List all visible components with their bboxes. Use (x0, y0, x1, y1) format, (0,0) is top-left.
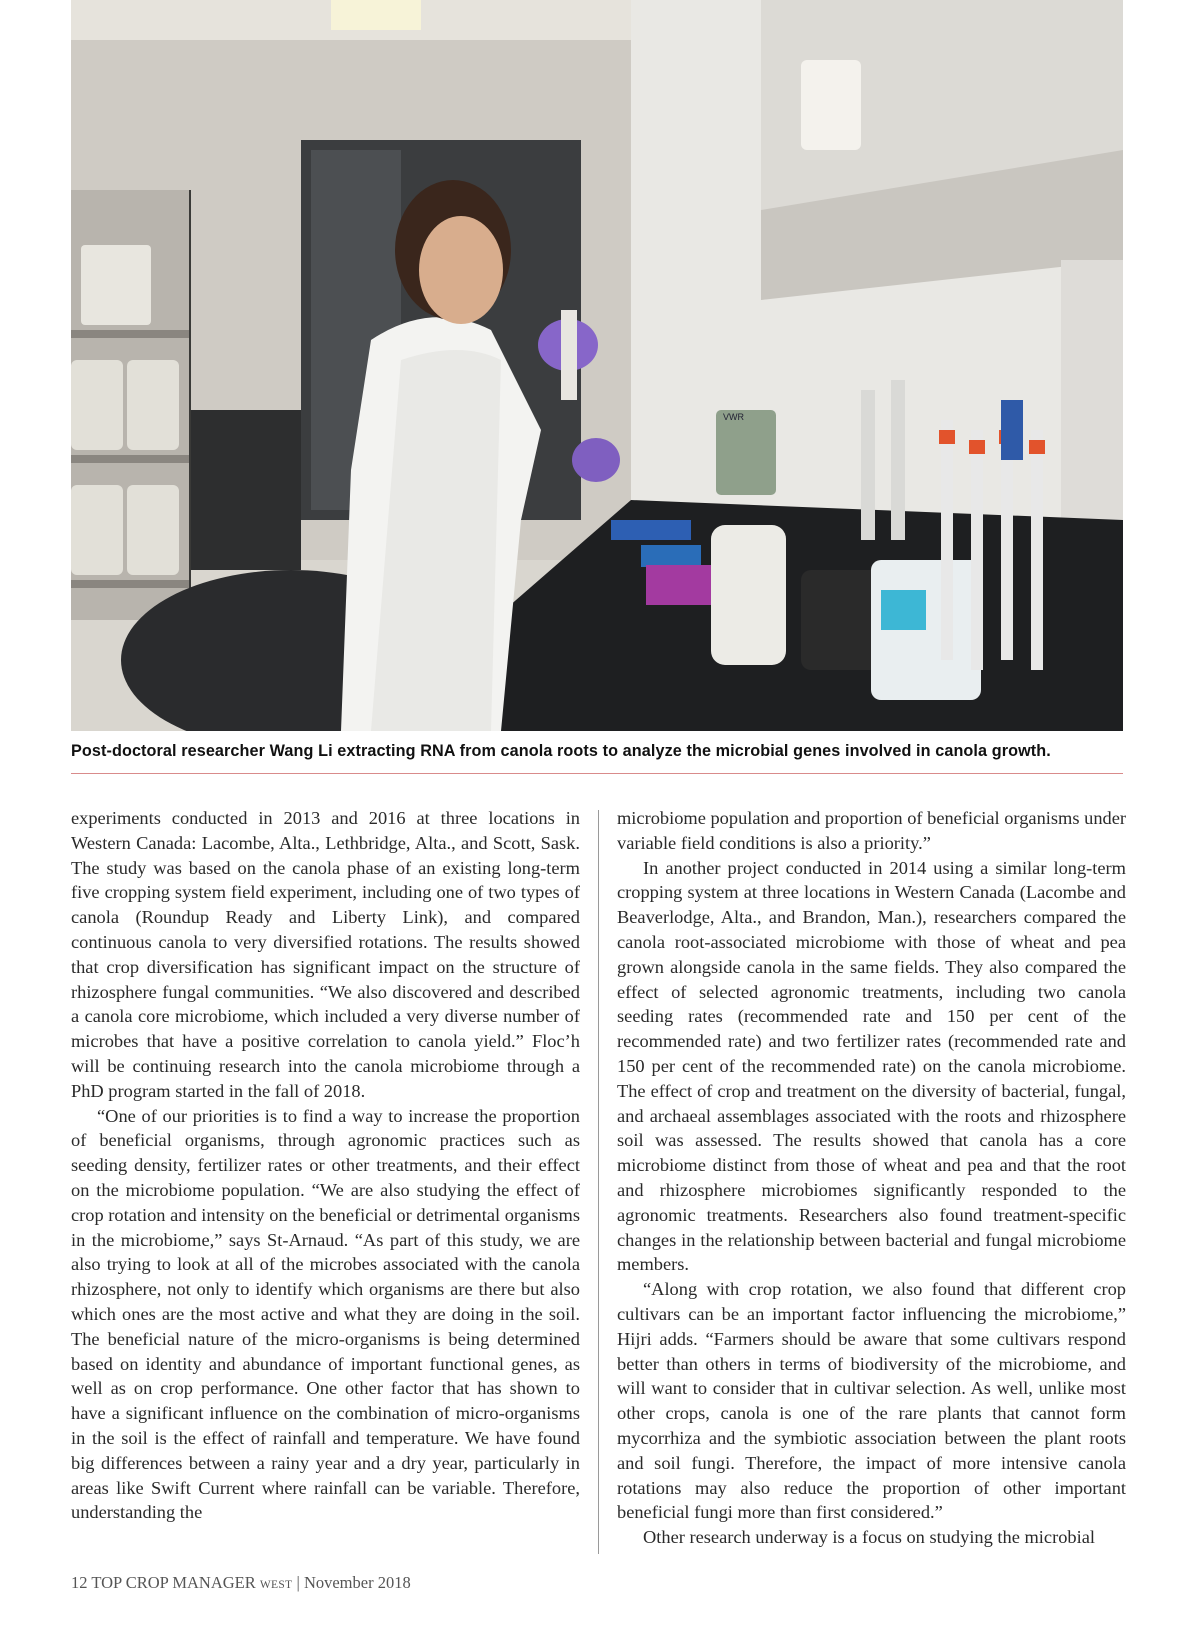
lab-photo-illustration (71, 0, 1123, 731)
paragraph: “One of our priorities is to find a way to increase the proportion of beneficial organisms, through agronomic practices such as seeding density, fertilizer rates or other treatments, and their effect on the microbiome population. “We are also studying the effect of crop rotation and intensity on the beneficial or detrimental organisms in the microbiome,” says St-Arnaud. “As part of this study, we are also trying to look at all of the microbes associated with the canola rhizosphere, not only to identify which organisms are there but also which ones are the most active and what they are doing in the soil. The beneficial nature of the micro-organisms is being determined based on identity and abundance of important functional genes, as well as on crop performance. One other factor that has shown to have a significant influence on the combination of micro-organisms in the soil is the effect of rainfall and temperature. We have found big differences between a rainy year and a dry year, particularly in areas like Swift Current where rainfall can be variable. Therefore, understanding the (71, 1105, 580, 1523)
column-divider (598, 810, 599, 1554)
paragraph: In another project conducted in 2014 using a similar long-term cropping system at three locations in Western Canada (Lacombe and Beaverlodge, Alta., and Brandon, Man.), researchers compared the canola root-associated microbiome with those of wheat and pea grown alongside canola in the same fields. They also compared the effect of selected agronomic treatments, including two canola seeding rates (recommended rate and 150 per cent of the recommended rate) and two fertilizer rates (recommended rate and 150 per cent of the recommended rate) on the canola microbiome. The effect of crop and treatment on the diversity of bacterial, fungal, and archaeal assemblages associated with the roots and rhizosphere soil was assessed. The results showed that canola has a core microbiome distinct from those of wheat and pea and that the root and rhizosphere microbiomes significantly responded to the agronomic treatments. Researchers also found treatment-specific changes in the relationship between bacterial and fungal microbiome members. (617, 857, 1126, 1275)
caption-divider (71, 773, 1123, 774)
magazine-title: TOP CROP MANAGER (91, 1573, 256, 1592)
issue-date: November 2018 (303, 1573, 411, 1592)
page-number: 12 (71, 1573, 88, 1592)
lab-photo (71, 0, 1123, 731)
page-footer (71, 1573, 411, 1593)
paragraph: microbiome population and proportion of beneficial organisms under variable field conditions is also a priority.” (617, 808, 1126, 853)
article-column-left (71, 806, 580, 1525)
photo-caption: Post-doctoral researcher Wang Li extracting RNA from canola roots to analyze the microbial genes involved in canola growth. (71, 742, 1051, 760)
paragraph: experiments conducted in 2013 and 2016 at three locations in Western Canada: Lacombe, Alta., Lethbridge, Alta., and Scott, Sask. The study was based on the canola phase of an existing long-term five cropping system field experiment, including one of two types of canola (Roundup Ready and Liberty Link), and compared continuous canola to very diversified rotations. The results showed that crop diversification has significant impact on the structure of rhizosphere fungal communities. “We also discovered and described a canola core microbiome, which included a very diverse number of microbes that have a positive correlation to canola yield.” Floc’h will be continuing research into the canola microbiome through a PhD program started in the fall of 2018. (71, 808, 580, 1101)
paragraph: Other research underway is a focus on studying the microbial (643, 1527, 1095, 1548)
paragraph: “Along with crop rotation, we also found that different crop cultivars can be an important factor influencing the microbiome,” Hijri adds. “Farmers should be aware that some cultivars respond better than others in terms of biodiversity of the microbiome, and will want to consider that in cultivar selection. As well, unlike most other crops, canola is one of the rare plants that cannot form mycorrhiza and the symbiotic association between the plant roots and soil fungi. Therefore, the impact of more intensive canola rotations may also reduce the proportion of other important beneficial fungi more than first considered.” (617, 1279, 1126, 1523)
box-label: VWR (723, 412, 744, 422)
footer-separator: | (296, 1573, 300, 1592)
article-column-right (617, 806, 1126, 1550)
magazine-edition: WEST (259, 1579, 293, 1591)
